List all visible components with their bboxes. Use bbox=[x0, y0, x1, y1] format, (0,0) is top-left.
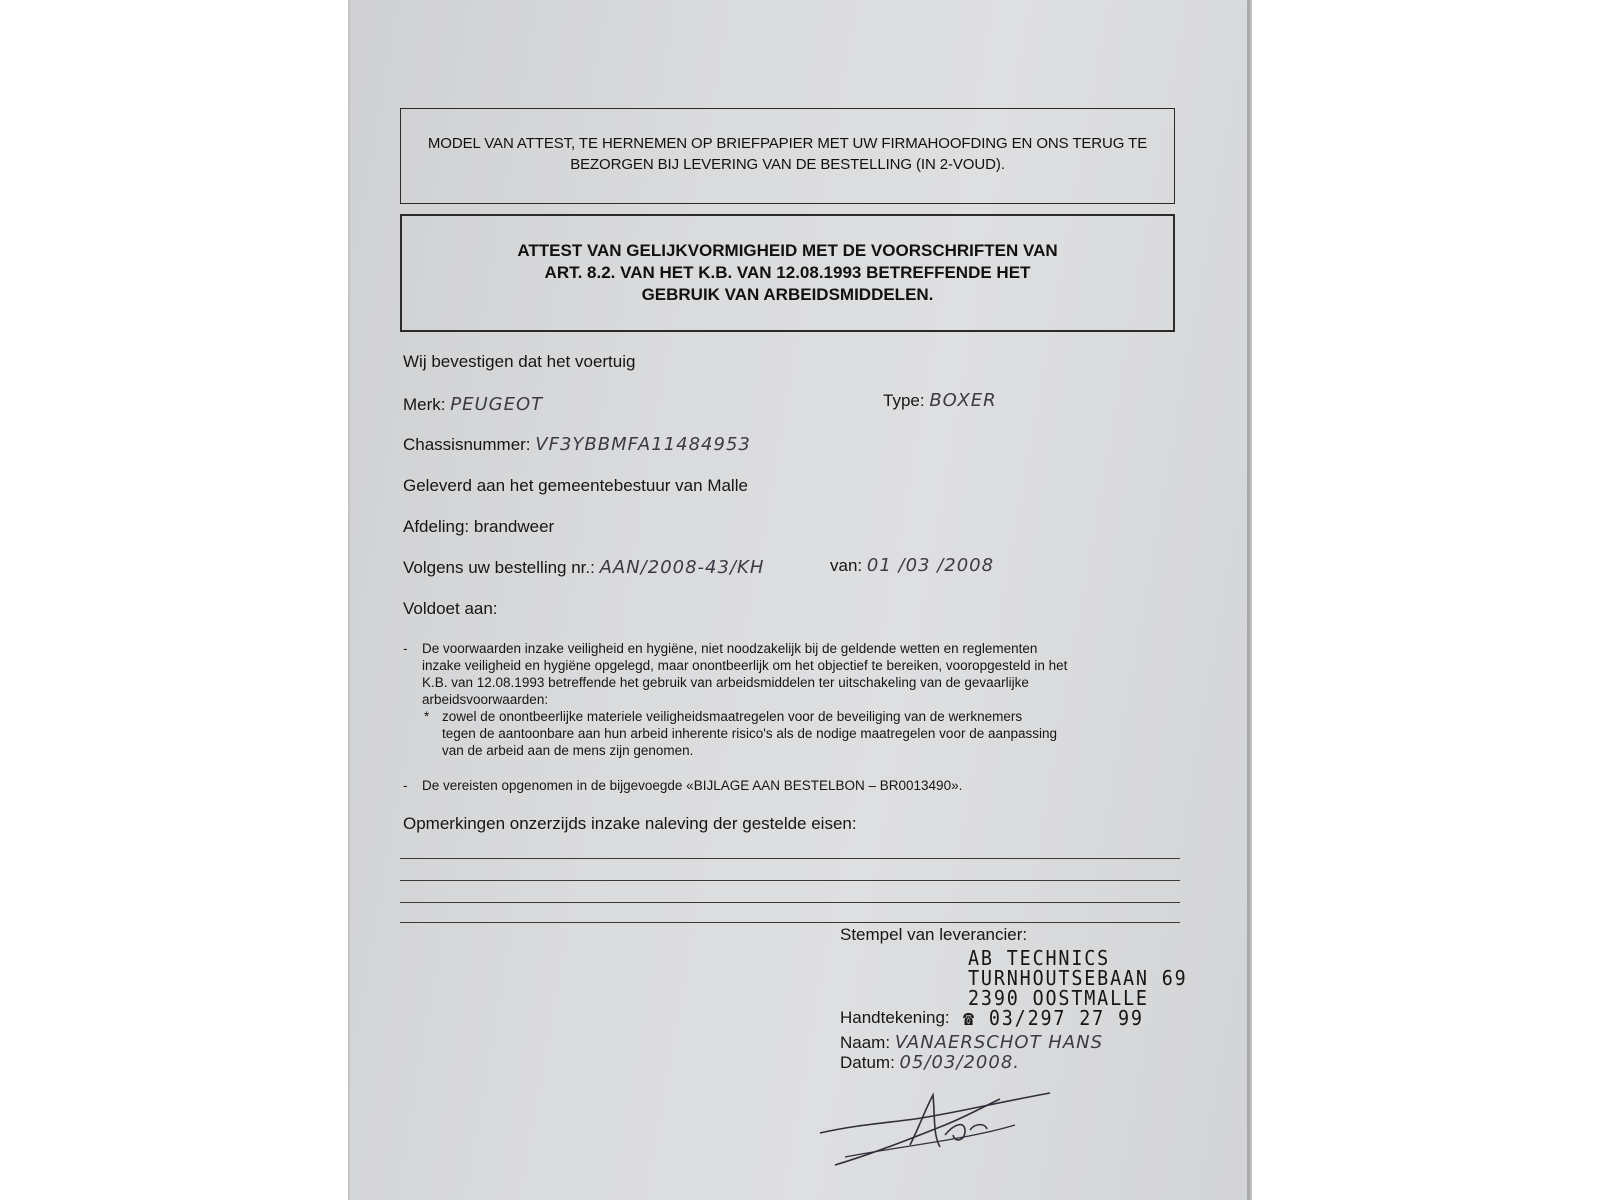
sub-condition-line-3: van de arbeid aan de mens zijn genomen. bbox=[442, 743, 694, 758]
datum-value: 05/03/2008. bbox=[899, 1052, 1020, 1073]
chassis-row bbox=[403, 434, 751, 455]
condition-1 bbox=[422, 640, 1182, 708]
condition-2-dash: - bbox=[403, 778, 408, 793]
naam-value: VANAERSCHOT HANS bbox=[894, 1032, 1104, 1053]
title-line-2: ART. 8.2. VAN HET K.B. VAN 12.08.1993 BETREFFENDE HET bbox=[544, 263, 1031, 282]
voldoet-text: Voldoet aan: bbox=[403, 599, 498, 618]
condition-1-line-2: inzake veiligheid en hygiëne opgelegd, maar onontbeerlijk om het objectief te bereiken, vooropgesteld in het bbox=[422, 658, 1068, 673]
remarks-line-3 bbox=[400, 902, 1180, 903]
stamp-line-1: AB TECHNICS bbox=[968, 946, 1111, 970]
merk-row bbox=[403, 394, 543, 415]
condition-1-dash: - bbox=[403, 641, 408, 656]
bestelling-row bbox=[403, 557, 764, 578]
type-value: BOXER bbox=[929, 390, 997, 411]
signature-scribble bbox=[815, 1085, 1065, 1175]
condition-2: De vereisten opgenomen in de bijgevoegde «BIJLAGE AAN BESTELBON – BR0013490». bbox=[422, 778, 963, 793]
chassis-value: VF3YBBMFA11484953 bbox=[535, 434, 751, 455]
condition-1-line-4: arbeidsvoorwaarden: bbox=[422, 692, 549, 707]
type-label: Type: bbox=[883, 391, 925, 410]
merk-label: Merk: bbox=[403, 395, 446, 414]
van-label: van: bbox=[830, 556, 863, 575]
chassis-label: Chassisnummer: bbox=[403, 435, 531, 454]
sub-condition bbox=[442, 708, 1162, 759]
supplier-stamp bbox=[968, 948, 1188, 1008]
geleverd-text: Geleverd aan het gemeentebestuur van Malle bbox=[403, 476, 748, 495]
datum-label: Datum: bbox=[840, 1053, 895, 1072]
sub-condition-line-1: zowel de onontbeerlijke materiele veiligheidsmaatregelen voor de beveiliging van de werknemers bbox=[442, 709, 1023, 724]
instruction-line-1: MODEL VAN ATTEST, TE HERNEMEN OP BRIEFPAPIER MET UW FIRMAHOOFDING EN ONS TERUG TE bbox=[427, 135, 1148, 152]
type-row bbox=[883, 390, 997, 411]
remarks-line-1 bbox=[400, 858, 1180, 859]
remarks-line-4 bbox=[400, 922, 1180, 923]
intro-text: Wij bevestigen dat het voertuig bbox=[403, 352, 636, 371]
datum-row bbox=[840, 1052, 1020, 1073]
opmerkingen-text: Opmerkingen onzerzijds inzake naleving der gestelde eisen: bbox=[403, 814, 857, 833]
sub-bullet: * bbox=[424, 709, 430, 724]
van-value: 01 /03 /2008 bbox=[866, 555, 995, 576]
van-row bbox=[830, 555, 994, 576]
document-page bbox=[350, 0, 1250, 1200]
naam-label: Naam: bbox=[840, 1033, 891, 1052]
handtekening-label: Handtekening: bbox=[840, 1008, 950, 1027]
bestelling-label: Volgens uw bestelling nr.: bbox=[403, 558, 595, 577]
naam-row bbox=[840, 1032, 1103, 1053]
stamp-phone: ☎ 03/297 27 99 bbox=[963, 1006, 1144, 1030]
instruction-line-2: BEZORGEN BIJ LEVERING VAN DE BESTELLING (IN 2-VOUD). bbox=[570, 156, 1005, 173]
instruction-box bbox=[400, 108, 1175, 204]
merk-value: PEUGEOT bbox=[450, 394, 544, 415]
stempel-label: Stempel van leverancier: bbox=[840, 925, 1028, 944]
remarks-line-2 bbox=[400, 880, 1180, 881]
title-box bbox=[400, 214, 1175, 332]
title-line-3: GEBRUIK VAN ARBEIDSMIDDELEN. bbox=[641, 285, 934, 304]
stamp-line-3: 2390 OOSTMALLE bbox=[968, 986, 1149, 1010]
afdeling-text: Afdeling: brandweer bbox=[403, 517, 555, 536]
condition-1-line-1: De voorwaarden inzake veiligheid en hygiëne, niet noodzakelijk bij de geldende wetten en reglementen bbox=[422, 641, 1038, 656]
sub-condition-line-2: tegen de aantoonbare aan hun arbeid inherente risico's als de nodige maatregelen voor de aanpassing bbox=[442, 726, 1058, 741]
title-line-1: ATTEST VAN GELIJKVORMIGHEID MET DE VOORSCHRIFTEN VAN bbox=[517, 241, 1058, 260]
bestelling-value: AAN/2008-43/KH bbox=[599, 557, 765, 578]
condition-1-line-3: K.B. van 12.08.1993 betreffende het gebruik van arbeidsmiddelen ter uitschakeling van de gevaarlijke bbox=[422, 675, 1029, 690]
stamp-line-2: TURNHOUTSEBAAN 69 bbox=[968, 966, 1188, 990]
page-edge bbox=[1247, 0, 1250, 1200]
